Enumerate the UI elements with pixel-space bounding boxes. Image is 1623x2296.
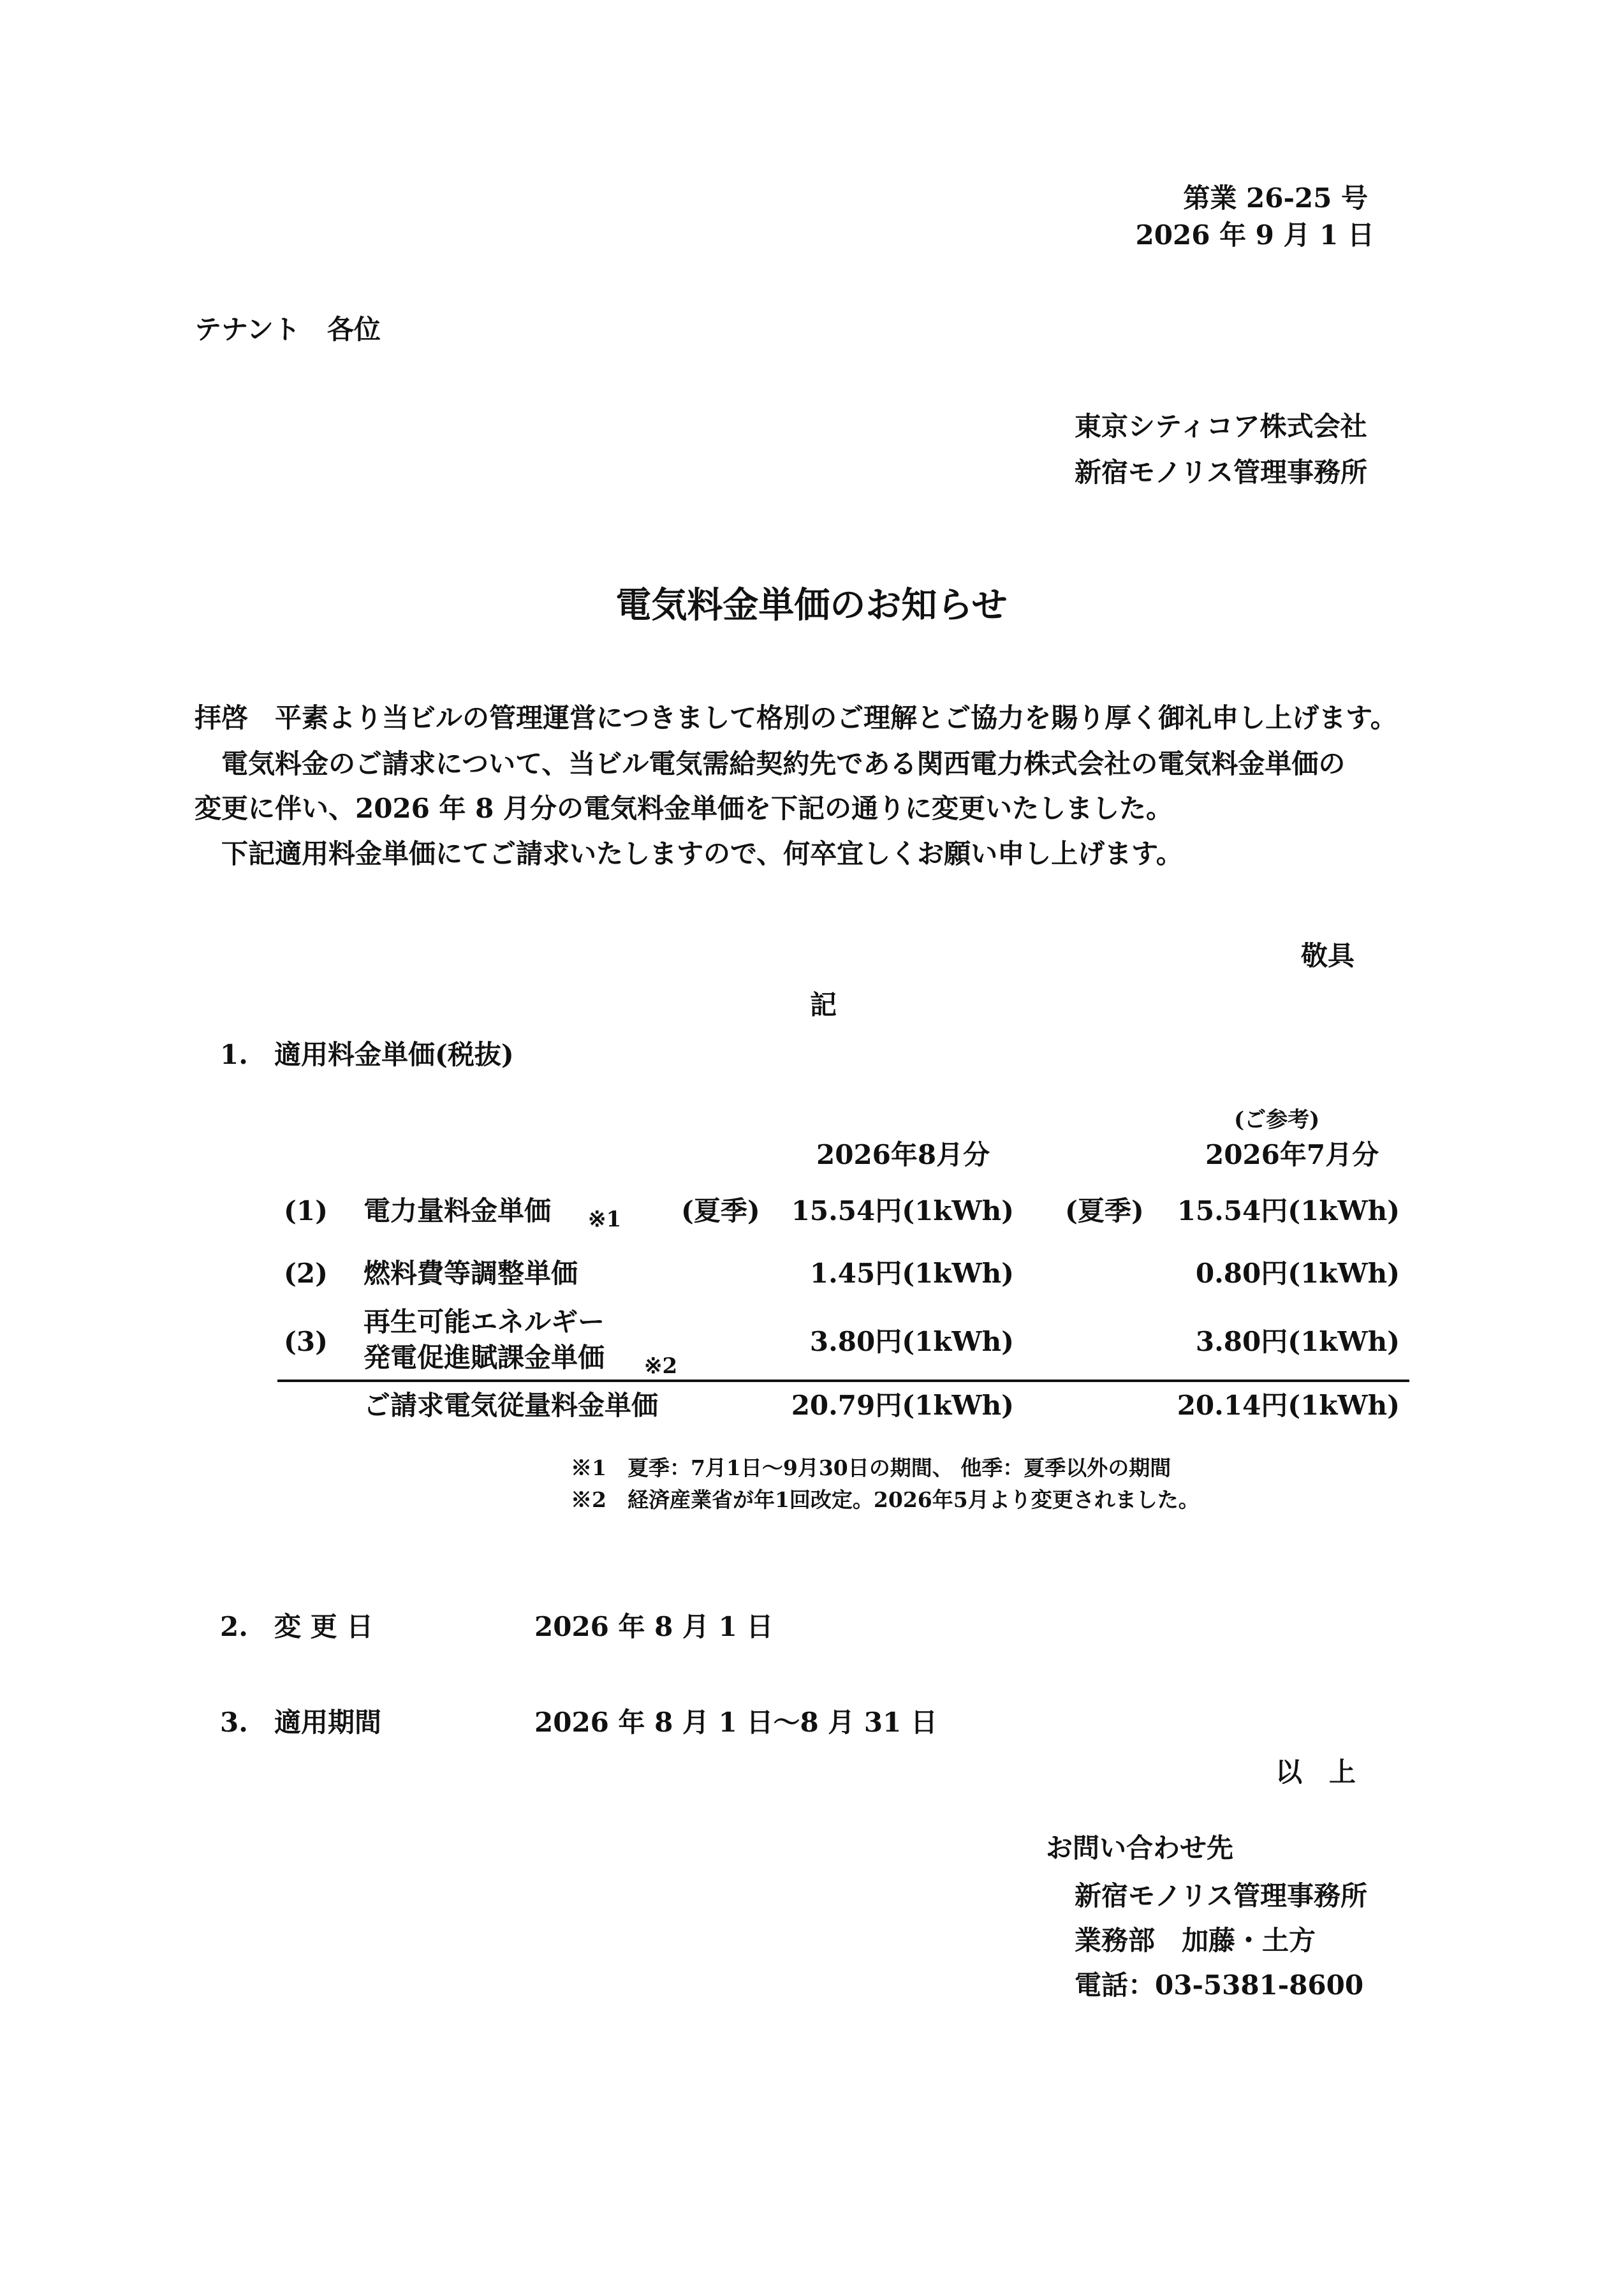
section-1-number: 1. (220, 1039, 248, 1070)
row-2-value-previous: 0.80円(1kWh) (1195, 1258, 1400, 1289)
application-period-value: 2026 年 8 月 1 日～8 月 31 日 (534, 1707, 937, 1738)
total-label: ご請求電気従量料金単価 (364, 1390, 659, 1421)
document-number: 第業 26-25 号 (1183, 182, 1368, 214)
row-1-value-current: 15.54円(1kWh) (791, 1195, 1014, 1226)
row-2-number: (2) (284, 1258, 328, 1289)
body-paragraph-3: 下記適用料金単価にてご請求いたしますので、何卒宜しくお願い申し上げます。 (195, 838, 1183, 869)
footnote-1: ※1 夏季：7月1日～9月30日の期間、 他季：夏季以外の期間 (571, 1455, 1171, 1480)
change-date-value: 2026 年 8 月 1 日 (534, 1611, 774, 1642)
footnote-2: ※2 経済産業省が年1回改定。2026年5月より変更されました。 (571, 1487, 1200, 1512)
contact-heading: お問い合わせ先 (1046, 1832, 1234, 1864)
section-3-number: 3. (220, 1707, 248, 1738)
sender-office: 新宿モノリス管理事務所 (1075, 457, 1368, 488)
body-paragraph-2-line-1: 電気料金のご請求について、当ビル電気需給契約先である関西電力株式会社の電気料金単価の (195, 748, 1346, 779)
reference-note: (ご参考) (1234, 1107, 1320, 1133)
section-1-heading: 適用料金単価(税抜) (274, 1039, 514, 1070)
row-1-footnote-mark: ※1 (588, 1207, 622, 1232)
column-header-previous: 2026年7月分 (1205, 1139, 1379, 1170)
row-3-value-previous: 3.80円(1kWh) (1195, 1326, 1400, 1357)
row-3-number: (3) (284, 1326, 328, 1357)
page-title: 電気料金単価のお知らせ (615, 584, 1008, 626)
row-1-number: (1) (284, 1195, 328, 1226)
column-header-current: 2026年8月分 (816, 1139, 990, 1170)
body-paragraph-2-line-2: 変更に伴い、2026 年 8 月分の電気料金単価を下記の通りに変更いたしました。 (195, 793, 1173, 824)
ki-mark: 記 (810, 989, 837, 1020)
total-value-current: 20.79円(1kWh) (791, 1390, 1014, 1421)
row-3-label-line-2: 発電促進賦課金単価 (364, 1342, 605, 1373)
row-1-season-current: (夏季) (681, 1195, 760, 1226)
row-1-value-previous: 15.54円(1kWh) (1177, 1195, 1400, 1226)
row-3-value-current: 3.80円(1kWh) (809, 1326, 1014, 1357)
contact-office: 新宿モノリス管理事務所 (1075, 1880, 1368, 1911)
section-2-number: 2. (220, 1611, 248, 1642)
contact-person: 業務部 加藤・土方 (1075, 1925, 1316, 1956)
end-mark: 以 上 (1275, 1756, 1356, 1788)
total-value-previous: 20.14円(1kWh) (1177, 1390, 1400, 1421)
row-1-season-previous: (夏季) (1065, 1195, 1144, 1226)
row-3-label-line-1: 再生可能エネルギー (364, 1306, 605, 1337)
issue-date: 2026 年 9 月 1 日 (1135, 219, 1374, 251)
closing-keigu: 敬具 (1301, 940, 1355, 971)
contact-phone: 電話：03-5381-8600 (1075, 1969, 1364, 2001)
sender-company: 東京シティコア株式会社 (1075, 411, 1367, 442)
recipient: テナント 各位 (195, 314, 381, 345)
section-3-label: 適用期間 (274, 1707, 382, 1738)
row-2-value-current: 1.45円(1kWh) (809, 1258, 1014, 1289)
section-2-label: 変 更 日 (274, 1611, 374, 1642)
row-3-footnote-mark: ※2 (644, 1353, 678, 1379)
body-paragraph-1: 拝啓 平素より当ビルの管理運営につきまして格別のご理解とご協力を賜り厚く御礼申し上げます。 (195, 702, 1397, 733)
row-1-label: 電力量料金単価 (364, 1195, 552, 1226)
row-2-label: 燃料費等調整単価 (364, 1258, 578, 1289)
total-separator-line (277, 1380, 1409, 1382)
